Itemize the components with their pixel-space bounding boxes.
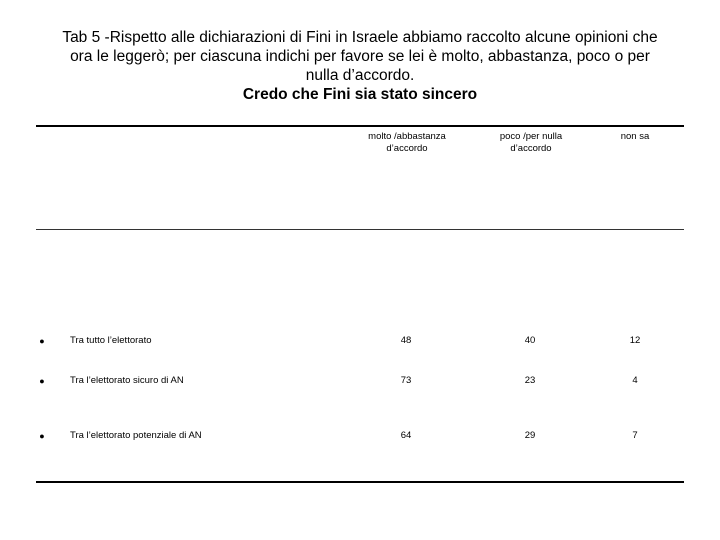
value-non-sa: 12: [629, 335, 641, 346]
title-line-2: ora le leggerò; per ciascuna indichi per favore se lei è molto, abbastanza, poco o per: [70, 48, 650, 65]
value-molto-abbastanza: 73: [400, 375, 412, 386]
value-molto-abbastanza: 48: [400, 335, 412, 346]
slide-subtitle: Credo che Fini sia stato sincero: [242, 86, 478, 103]
bullet-icon: ●: [39, 336, 45, 346]
value-molto-abbastanza: 64: [400, 430, 412, 441]
bullet-icon: ●: [39, 376, 45, 386]
row-label: Tra l’elettorato sicuro di AN: [70, 375, 184, 386]
value-poco-per-nulla: 40: [524, 335, 536, 346]
value-non-sa: 7: [632, 430, 638, 441]
table-bottom-rule: [36, 481, 684, 483]
value-non-sa: 4: [632, 375, 638, 386]
table-row: [0, 334, 720, 348]
title-line-1: Tab 5 -Rispetto alle dichiarazioni di Fini in Israele abbiamo raccolto alcune opinioni che: [62, 29, 658, 46]
column-header-molto-abbastanza: molto /abbastanza d’accordo: [368, 131, 446, 154]
row-label: Tra l’elettorato potenziale di AN: [70, 430, 202, 441]
slide-title: [40, 28, 680, 104]
column-header-poco-per-nulla: poco /per nulla d’accordo: [499, 131, 563, 154]
value-poco-per-nulla: 29: [524, 430, 536, 441]
row-label: Tra tutto l’elettorato: [70, 335, 152, 346]
table-top-rule: [36, 125, 684, 127]
bullet-icon: ●: [39, 431, 45, 441]
column-header-non-sa: non sa: [620, 131, 650, 142]
table-row: [0, 374, 720, 388]
table-header-rule: [36, 229, 684, 230]
value-poco-per-nulla: 23: [524, 375, 536, 386]
table-row: [0, 429, 720, 443]
title-line-3: nulla d’accordo.: [305, 67, 415, 84]
